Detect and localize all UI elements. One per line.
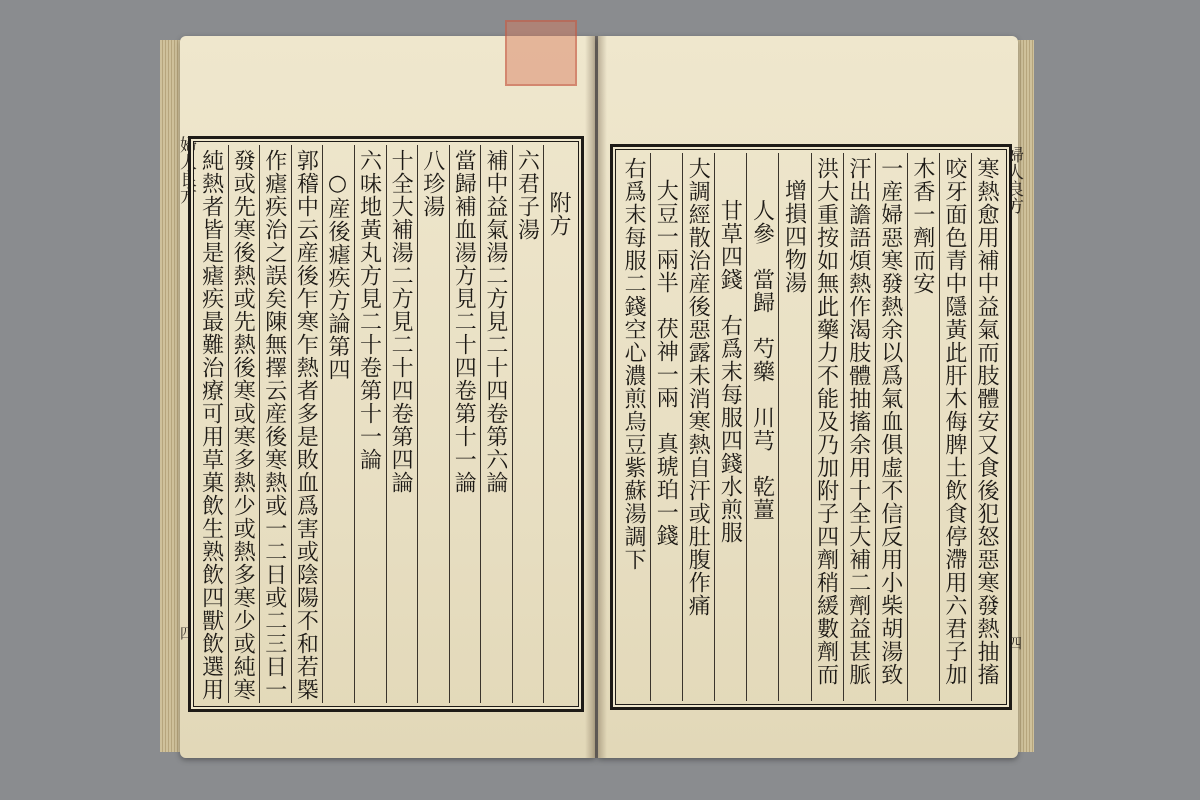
text-column: 大豆一兩半 茯神一兩 真琥珀一錢 <box>650 153 682 701</box>
text-column: 作瘧疾治之誤矣陳無擇云産後寒熱或一二日或二三日一 <box>259 145 291 703</box>
text-column: 右爲末每服二錢空心濃煎烏豆紫蘇湯調下 <box>621 157 647 571</box>
left-page <box>176 36 595 758</box>
red-seal-stamp <box>505 20 577 86</box>
text-column: 附方 <box>543 145 575 703</box>
left-margin-label: 婦人良方 <box>176 136 196 204</box>
left-folio: 四 <box>178 626 194 640</box>
text-column: 咬牙面色青中隱黃此肝木侮脾土飲食停滯用六君子加 <box>939 153 971 701</box>
text-column: 純熱者皆是瘧疾最難治療可用草菓飲生熟飲四獸飲選用 <box>198 149 224 701</box>
text-column: 增損四物湯 <box>778 153 810 701</box>
text-column: 大調經散治産後惡露未消寒熱自汗或肚腹作痛 <box>682 153 714 701</box>
section-heading: ○産後瘧疾方論第四 <box>322 145 354 703</box>
text-column: 十全大補湯二方見二十四卷第四論 <box>386 145 418 703</box>
left-text-frame <box>188 136 584 712</box>
text-column: 洪大重按如無此藥力不能及乃加附子四劑稍緩數劑而 <box>811 153 843 701</box>
text-column: 當歸補血湯方見二十四卷第十一論 <box>449 145 481 703</box>
left-text-columns <box>197 145 575 703</box>
book-gutter <box>585 36 607 758</box>
right-margin-label: 婦人良方 <box>1003 146 1023 214</box>
right-folio: 四 <box>1006 636 1022 650</box>
right-text-frame <box>610 144 1012 710</box>
text-column: 郭稽中云産後乍寒乍熱者多是敗血爲害或陰陽不和若槩 <box>291 145 323 703</box>
text-column: 木香一劑而安 <box>907 153 939 701</box>
text-column: 發或先寒後熱或先熱後寒或寒多熱少或熱多寒少或純寒 <box>228 145 260 703</box>
right-text-columns <box>619 153 1003 701</box>
text-column: 甘草四錢 右爲末每服四錢水煎服 <box>714 153 746 701</box>
text-column: 寒熱愈用補中益氣而肢體安又食後犯怒惡寒發熱抽搐 <box>971 153 1003 701</box>
text-column: 六味地黃丸方見二十卷第十一論 <box>354 145 386 703</box>
text-column: 人參 當歸 芍藥 川芎 乾薑 <box>746 153 778 701</box>
text-column: 八珍湯 <box>417 145 449 703</box>
text-column: 一産婦惡寒發熱余以爲氣血俱虚不信反用小柴胡湯致 <box>875 153 907 701</box>
text-column: 汗出譫語煩熱作渴肢體抽搐余用十全大補二劑益甚脈 <box>843 153 875 701</box>
text-column: 六君子湯 <box>512 145 544 703</box>
text-column: 補中益氣湯二方見二十四卷第六論 <box>480 145 512 703</box>
right-page <box>598 36 1023 758</box>
